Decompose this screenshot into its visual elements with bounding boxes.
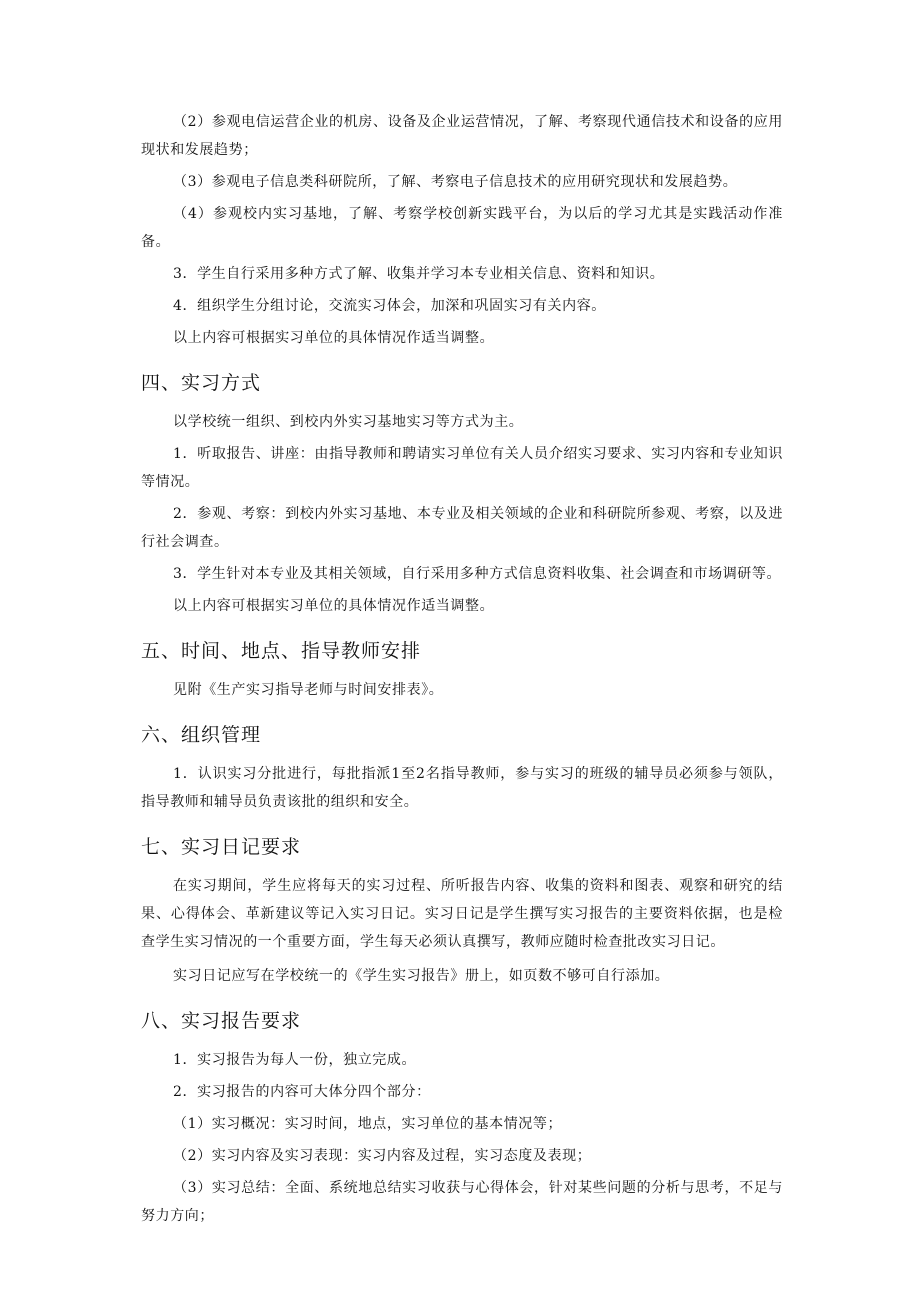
section-report-requirements: [141, 1006, 783, 1230]
section-heading: 五、时间、地点、指导教师安排: [141, 640, 422, 662]
paragraph: 以上内容可根据实习单位的具体情况作适当调整。: [173, 598, 495, 614]
paragraph: 以学校统一组织、到校内外实习基地实习等方式为主。: [173, 414, 524, 430]
paragraph: 1．实习报告为每人一份，独立完成。: [173, 1052, 417, 1068]
paragraph: （1）实习概况：实习时间，地点，实习单位的基本情况等；: [173, 1116, 563, 1132]
paragraph: （2）参观电信运营企业的机房、设备及企业运营情况，了解、考察现代通信技术和设备的应用现状和发展趋势；: [141, 114, 783, 158]
paragraph: 3．学生自行采用多种方式了解、收集并学习本专业相关信息、资料和知识。: [173, 266, 665, 282]
paragraph: 1．认识实习分批进行，每批指派1至2名指导教师，参与实习的班级的辅导员必须参与领队，指导教师和辅导员负责该批的组织和安全。: [141, 766, 783, 810]
paragraph: 在实习期间，学生应将每天的实习过程、所听报告内容、收集的资料和图表、观察和研究的结果、心得体会、革新建议等记入实习日记。实习日记是学生撰写实习报告的主要资料依据，也是检查学生实习情况的一个重要方面，学生每天必须认真撰写，教师应随时检查批改实习日记。: [141, 878, 783, 950]
section-organization: [141, 720, 783, 816]
paragraph: 2．参观、考察：到校内外实习基地、本专业及相关领域的企业和科研院所参观、考察，以及进行社会调查。: [141, 506, 783, 550]
section-heading: 八、实习报告要求: [141, 1010, 302, 1032]
section-heading: 四、实习方式: [141, 372, 262, 394]
document-page: [141, 108, 783, 1230]
paragraph: 2．实习报告的内容可大体分四个部分：: [173, 1084, 431, 1100]
section-heading: 七、实习日记要求: [141, 836, 302, 858]
paragraph: （3）实习总结：全面、系统地总结实习收获与心得体会，针对某些问题的分析与思考，不足与努力方向；: [141, 1180, 783, 1224]
paragraph: 以上内容可根据实习单位的具体情况作适当调整。: [173, 330, 495, 346]
paragraph: 1．听取报告、讲座：由指导教师和聘请实习单位有关人员介绍实习要求、实习内容和专业知识等情况。: [141, 446, 783, 490]
section-heading: 六、组织管理: [141, 724, 262, 746]
section-schedule: [141, 636, 783, 704]
paragraph: 见附《生产实习指导老师与时间安排表》。: [173, 682, 444, 698]
paragraph: 实习日记应写在学校统一的《学生实习报告》册上，如页数不够可自行添加。: [173, 968, 670, 984]
paragraph: 3．学生针对本专业及其相关领域，自行采用多种方式信息资料收集、社会调查和市场调研等。: [173, 566, 782, 582]
section-continuation: [141, 108, 783, 352]
paragraph: （4）参观校内实习基地，了解、考察学校创新实践平台，为以后的学习尤其是实践活动作准备。: [141, 206, 783, 250]
paragraph: 4．组织学生分组讨论，交流实习体会，加深和巩固实习有关内容。: [173, 298, 606, 314]
section-internship-methods: [141, 368, 783, 620]
paragraph: （2）实习内容及实习表现：实习内容及过程，实习态度及表现；: [173, 1148, 592, 1164]
section-diary-requirements: [141, 832, 783, 990]
paragraph: （3）参观电子信息类科研院所，了解、考察电子信息技术的应用研究现状和发展趋势。: [173, 174, 738, 190]
